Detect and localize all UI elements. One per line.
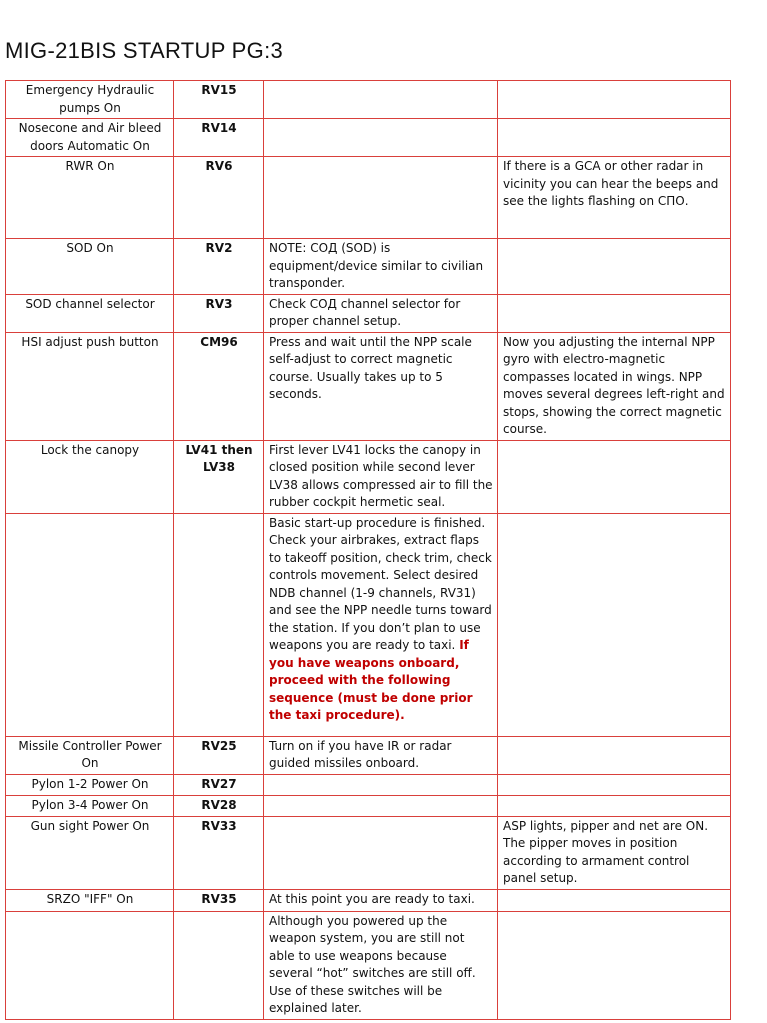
step-extra — [498, 294, 731, 332]
step-action: Nosecone and Air bleed doors Automatic On — [6, 119, 174, 157]
step-action: HSI adjust push button — [6, 332, 174, 440]
table-row — [6, 911, 731, 1019]
table-row — [6, 294, 731, 332]
step-control: RV15 — [174, 81, 264, 119]
step-action: Gun sight Power On — [6, 816, 174, 889]
step-extra: If there is a GCA or other radar in vicinity you can hear the beeps and see the lights flashing on СПО. — [498, 157, 731, 239]
step-note: Check СОД channel selector for proper channel setup. — [264, 294, 498, 332]
step-control — [174, 911, 264, 1019]
weapons-warning-text: If you have weapons onboard, proceed with the following sequence (must be done prior the taxi procedure). — [269, 638, 473, 722]
step-note: Press and wait until the NPP scale self-adjust to correct magnetic course. Usually takes up to 5 seconds. — [264, 332, 498, 440]
step-extra — [498, 440, 731, 513]
step-extra: ASP lights, pipper and net are ON. The pipper moves in position according to armament control panel setup. — [498, 816, 731, 889]
step-note — [264, 816, 498, 889]
table-row — [6, 440, 731, 513]
table-row — [6, 889, 731, 911]
table-row — [6, 513, 731, 736]
page-title: MIG-21BIS STARTUP PG:3 — [5, 38, 284, 63]
step-control: RV14 — [174, 119, 264, 157]
step-control: RV6 — [174, 157, 264, 239]
step-note-text: Basic start-up procedure is finished. Check your airbrakes, extract flaps to takeoff position, check trim, check controls movement. Select desired NDB channel (1-9 channels, RV31) and see the NPP needle turns toward the station. If you don’t plan to use weapons you are ready to taxi. — [269, 515, 492, 652]
step-note — [264, 157, 498, 239]
step-control: LV41 then LV38 — [174, 440, 264, 513]
step-extra: Now you adjusting the internal NPP gyro with electro-magnetic compasses located in wings. NPP moves several degrees left-right and stops, showing the correct magnetic course. — [498, 332, 731, 440]
step-action: RWR On — [6, 157, 174, 239]
step-extra — [498, 795, 731, 816]
step-control — [174, 513, 264, 736]
step-note — [264, 774, 498, 795]
step-control: CM96 — [174, 332, 264, 440]
step-note: Although you powered up the weapon system, you are still not able to use weapons because several “hot” switches are still off. Use of these switches will be explained later. — [264, 911, 498, 1019]
step-control: RV35 — [174, 889, 264, 911]
step-control: RV2 — [174, 239, 264, 295]
table-row — [6, 795, 731, 816]
step-action: SOD On — [6, 239, 174, 295]
step-extra — [498, 736, 731, 774]
table-row — [6, 157, 731, 239]
step-action: Lock the canopy — [6, 440, 174, 513]
step-note: Turn on if you have IR or radar guided missiles onboard. — [264, 736, 498, 774]
step-note-with-warning — [264, 513, 498, 736]
step-extra — [498, 774, 731, 795]
step-extra — [498, 239, 731, 295]
step-action: Pylon 3-4 Power On — [6, 795, 174, 816]
table-row — [6, 816, 731, 889]
step-action: Emergency Hydraulic pumps On — [6, 81, 174, 119]
table-row — [6, 774, 731, 795]
step-control: RV3 — [174, 294, 264, 332]
step-action — [6, 513, 174, 736]
step-action: SRZO "IFF" On — [6, 889, 174, 911]
step-note: At this point you are ready to taxi. — [264, 889, 498, 911]
step-note — [264, 81, 498, 119]
step-note — [264, 795, 498, 816]
step-note: NOTE: СОД (SOD) is equipment/device similar to civilian transponder. — [264, 239, 498, 295]
step-control: RV33 — [174, 816, 264, 889]
step-action — [6, 911, 174, 1019]
table-row — [6, 119, 731, 157]
step-action: Pylon 1-2 Power On — [6, 774, 174, 795]
step-extra — [498, 119, 731, 157]
step-note: First lever LV41 locks the canopy in closed position while second lever LV38 allows compressed air to fill the rubber cockpit hermetic seal. — [264, 440, 498, 513]
table-row — [6, 736, 731, 774]
step-action: Missile Controller Power On — [6, 736, 174, 774]
table-row — [6, 332, 731, 440]
step-control: RV27 — [174, 774, 264, 795]
step-extra — [498, 513, 731, 736]
table-row — [6, 81, 731, 119]
step-action: SOD channel selector — [6, 294, 174, 332]
step-extra — [498, 81, 731, 119]
step-control: RV28 — [174, 795, 264, 816]
table-row — [6, 239, 731, 295]
step-note — [264, 119, 498, 157]
step-control: RV25 — [174, 736, 264, 774]
step-extra — [498, 889, 731, 911]
startup-steps-table — [5, 80, 731, 1020]
step-extra — [498, 911, 731, 1019]
